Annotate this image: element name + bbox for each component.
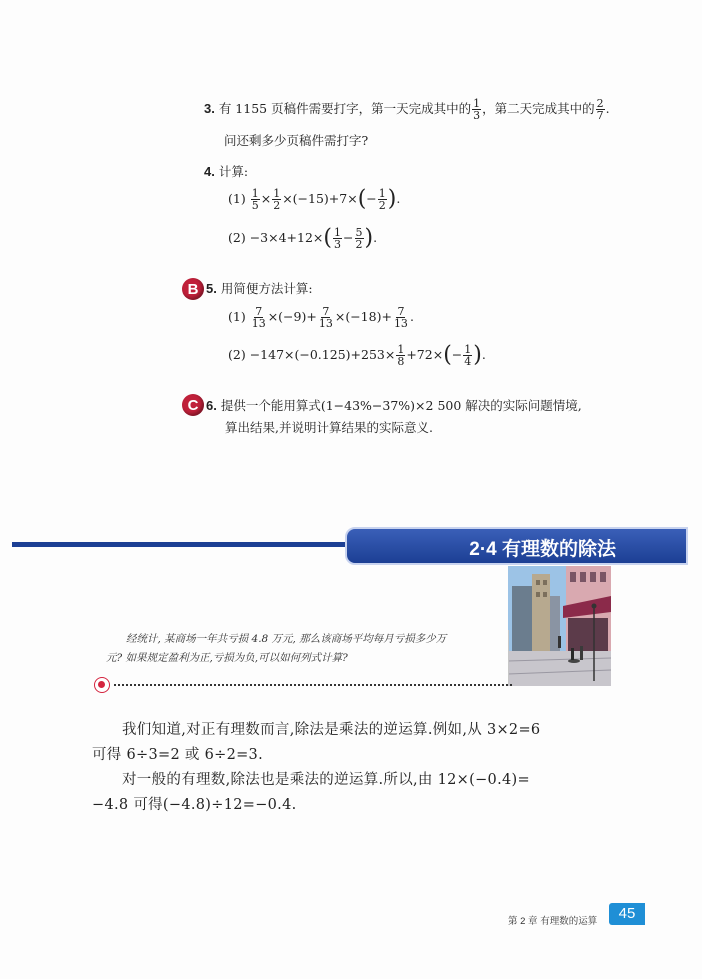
- exercise-number: 5.: [206, 281, 217, 296]
- exercise-title: 用简便方法计算:: [220, 281, 313, 296]
- exercise-5-item-2: (2) −147×(−0.125)+253× $\frac{1}{8}$ +72×(− $\frac{1}{4}$ ).: [228, 342, 486, 368]
- level-b-badge: B: [182, 278, 204, 300]
- exercise-title: 计算:: [218, 164, 249, 179]
- intro-box: [96, 630, 509, 685]
- section-title: 2·4 有理数的除法: [469, 539, 616, 560]
- section-header: [345, 527, 688, 565]
- street-scene-illustration: [508, 566, 611, 686]
- paragraph-2-line-1: 对一般的有理数,除法也是乘法的逆运算.所以,由 12×(−0.4)=: [122, 772, 530, 788]
- page-number: 45: [618, 905, 636, 922]
- dotted-divider: [114, 684, 512, 686]
- paragraph-2-line-2: −4.8 可得(−4.8)÷12=−0.4.: [92, 797, 297, 813]
- exercise-6-line1: [206, 398, 582, 414]
- fraction: $\frac{2}{7}$: [596, 97, 604, 122]
- intro-line-2: 元? 如果规定盈利为正,亏损为负,可以如何列式计算?: [106, 652, 348, 664]
- exercise-number: 3.: [204, 101, 215, 116]
- paragraph-1-line-2: 可得 6÷3=2 或 6÷2=3.: [92, 747, 263, 763]
- chapter-label: 第 2 章 有理数的运算: [508, 916, 598, 927]
- exercise-4-title: [204, 164, 248, 180]
- exercise-text: 提供一个能用算式(1−43%−37%)×2 500 解决的实际问题情境,: [220, 398, 582, 413]
- paragraph-1-line-1: 我们知道,对正有理数而言,除法是乘法的逆运算.例如,从 3×2=6: [122, 722, 541, 738]
- level-c-badge: C: [182, 394, 204, 416]
- exercise-6-line2: 算出结果,并说明计算结果的实际意义.: [225, 420, 433, 435]
- page-number-tab: [609, 903, 645, 925]
- fraction: $\frac{1}{3}$: [473, 97, 481, 122]
- exercise-4-item-2: (2) −3×4+12×( $\frac{1}{3}$ − $\frac{5}{2}$ ).: [228, 225, 378, 251]
- section-rule: [12, 542, 357, 547]
- bullet-icon: [94, 677, 110, 693]
- exercise-4-item-1: (1) $\frac{1}{5}$ × $\frac{1}{2}$ ×(−15)+7×(− $\frac{1}{2}$ ).: [228, 186, 401, 212]
- exercise-3-line1: 3. 有 1155 页稿件需要打字，第一天完成其中的 $\frac{1}{3}$ ，第二天完成其中的 $\frac{2}{7}$ .: [204, 97, 610, 122]
- exercise-3-line2: 问还剩多少页稿件需打字?: [224, 133, 369, 148]
- exercise-5-item-1: (1) $\frac{7}{13}$ ×(−9)+ $\frac{7}{13}$ ×(−18)+ $\frac{7}{13}$ .: [228, 305, 414, 330]
- exercise-5-title: [206, 281, 313, 297]
- exercise-text: 有 1155 页稿件需要打字，第一天完成其中的: [218, 101, 472, 116]
- intro-line-1: 经统计, 某商场一年共亏损 4.8 万元, 那么该商场平均每月亏损多少万: [126, 633, 447, 645]
- exercise-number: 4.: [204, 164, 215, 179]
- exercise-number: 6.: [206, 398, 217, 413]
